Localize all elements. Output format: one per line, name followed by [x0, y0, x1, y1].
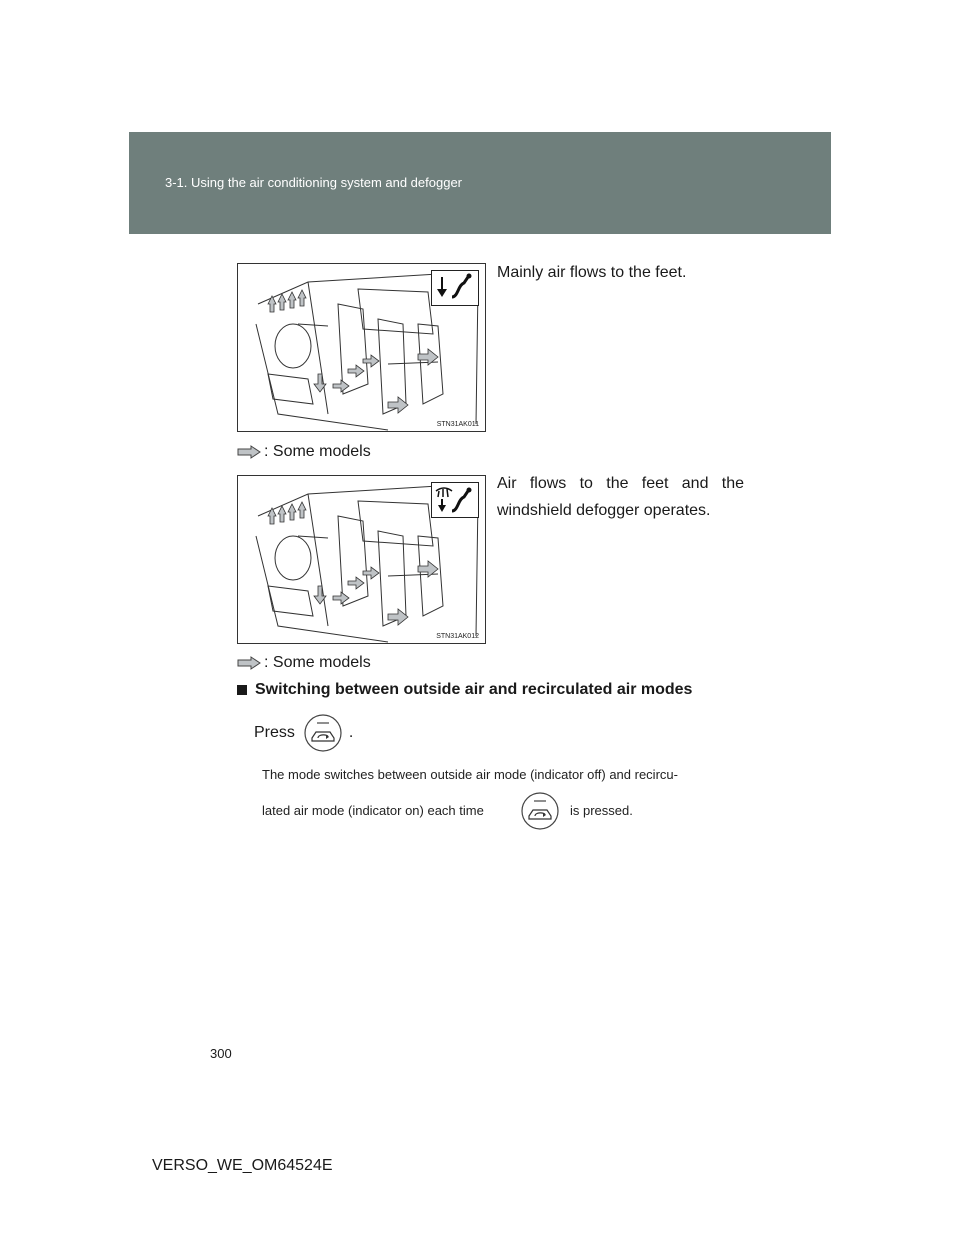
page-number: 300: [210, 1046, 232, 1061]
some-models-label: : Some models: [264, 443, 371, 460]
defog-feet-airflow-icon: [431, 482, 479, 518]
figure-description: Mainly air flows to the feet.: [497, 264, 687, 281]
airflow-arrow-icon: [237, 445, 261, 459]
figure-feet-airflow: [237, 263, 486, 432]
section-heading: [237, 681, 692, 699]
mode-switch-text-line1: The mode switches between outside air mode (indicator off) and recircu-: [262, 767, 678, 782]
figure-defog-feet-airflow: [237, 475, 486, 644]
recirculate-air-button-icon: [520, 791, 560, 836]
figure-description: Air flows to the feet and the windshield defogger operates.: [497, 475, 744, 519]
press-label: Press: [254, 724, 295, 741]
figure-code: STN31AK011: [436, 421, 479, 428]
press-instruction: [254, 713, 353, 753]
recirculate-air-button-icon: [303, 713, 343, 753]
press-period: .: [348, 724, 354, 741]
bullet-square-icon: [237, 685, 247, 695]
some-models-label: : Some models: [264, 654, 371, 671]
mode-switch-text-line2b: is pressed.: [570, 803, 633, 818]
figure-code: STN31AK012: [436, 633, 479, 640]
some-models-note: [237, 443, 371, 461]
feet-airflow-icon: [431, 270, 479, 306]
section-header-title: 3-1. Using the air conditioning system and defogger: [165, 175, 463, 190]
mode-switch-text-line2a: lated air mode (indicator on) each time: [262, 803, 484, 818]
some-models-note: [237, 654, 371, 672]
airflow-arrow-icon: [237, 656, 261, 670]
section-heading-text: Switching between outside air and recirculated air modes: [255, 681, 693, 698]
footer-document-code: VERSO_WE_OM64524E: [152, 1157, 333, 1174]
